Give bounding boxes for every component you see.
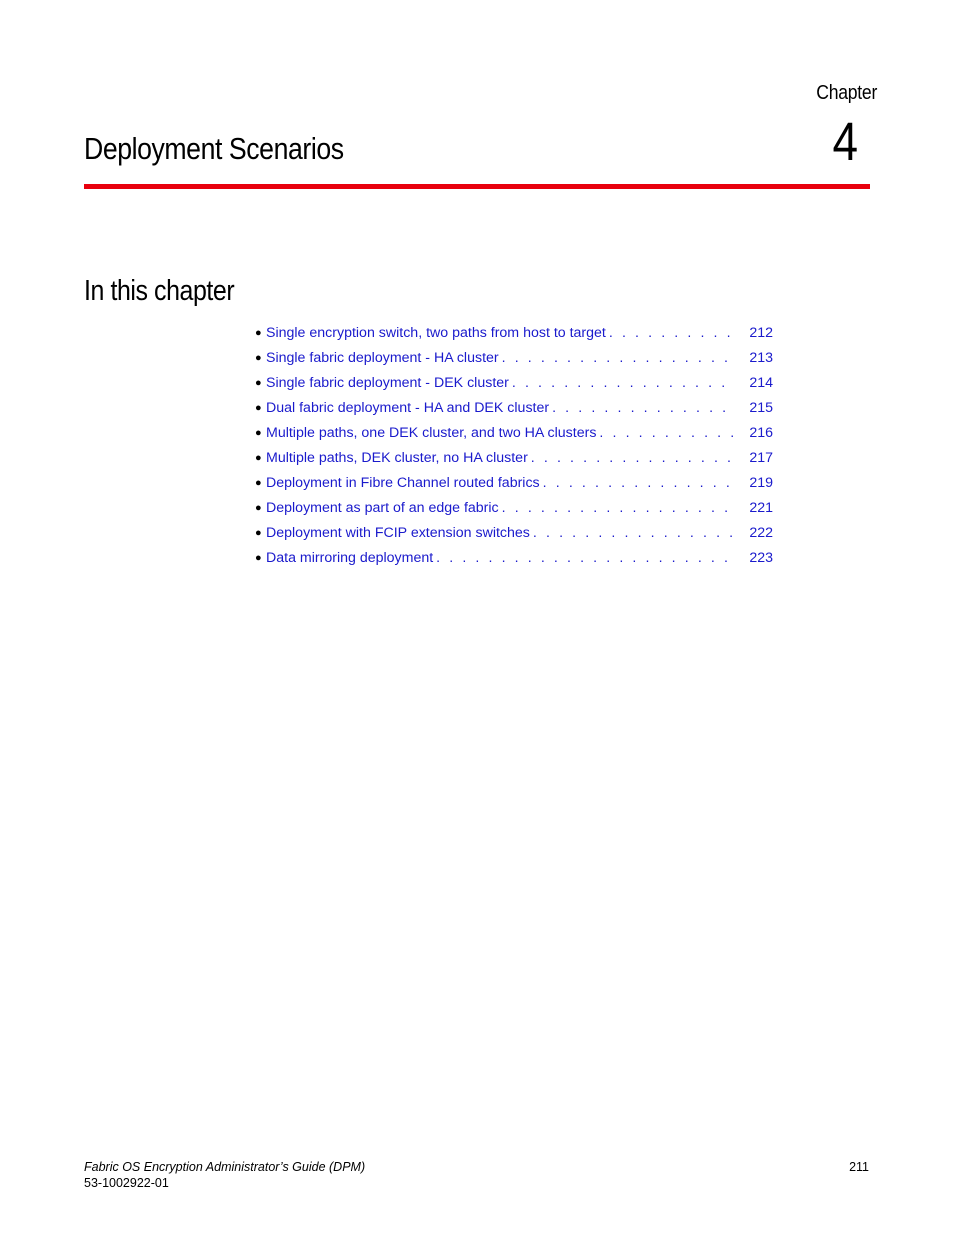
- bullet-icon: ●: [255, 376, 262, 389]
- toc-entry-text[interactable]: Data mirroring deployment: [266, 549, 434, 566]
- toc-page-number[interactable]: 215: [749, 399, 773, 416]
- toc-page-number[interactable]: 223: [749, 549, 773, 566]
- bullet-icon: ●: [255, 351, 262, 364]
- toc-page-number[interactable]: 217: [749, 449, 773, 466]
- chapter-toc: [255, 320, 773, 570]
- toc-entry[interactable]: [255, 495, 773, 520]
- toc-leader-dots: [552, 400, 735, 416]
- bullet-icon: ●: [255, 451, 262, 464]
- toc-leader-dots: [502, 350, 735, 366]
- toc-leader-dots: [512, 375, 735, 391]
- section-title: In this chapter: [84, 275, 235, 307]
- toc-leader-dots: [502, 500, 735, 516]
- toc-page-number[interactable]: 221: [749, 499, 773, 516]
- toc-entry-text[interactable]: Dual fabric deployment - HA and DEK cluster: [266, 399, 550, 416]
- toc-entry-text[interactable]: Single fabric deployment - DEK cluster: [266, 374, 509, 391]
- bullet-icon: ●: [255, 401, 262, 414]
- bullet-icon: ●: [255, 326, 262, 339]
- toc-leader-dots: [531, 450, 735, 466]
- bullet-icon: ●: [255, 501, 262, 514]
- toc-leader-dots: [543, 475, 735, 491]
- toc-page-number[interactable]: 212: [749, 324, 773, 341]
- toc-leader-dots: [436, 550, 735, 566]
- toc-page-number[interactable]: 216: [749, 424, 773, 441]
- toc-page-number[interactable]: 222: [749, 524, 773, 541]
- bullet-icon: ●: [255, 426, 262, 439]
- toc-entry-text[interactable]: Single fabric deployment - HA cluster: [266, 349, 499, 366]
- toc-entry[interactable]: [255, 445, 773, 470]
- toc-entry-text[interactable]: Deployment in Fibre Channel routed fabrics: [266, 474, 540, 491]
- toc-entry-text[interactable]: Multiple paths, one DEK cluster, and two HA clusters: [266, 424, 597, 441]
- toc-entry-text[interactable]: Multiple paths, DEK cluster, no HA cluster: [266, 449, 528, 466]
- footer-page-number: 211: [849, 1160, 869, 1174]
- chapter-number: 4: [832, 112, 858, 172]
- bullet-icon: ●: [255, 551, 262, 564]
- toc-entry[interactable]: [255, 545, 773, 570]
- toc-entry[interactable]: [255, 370, 773, 395]
- footer-doc-title: Fabric OS Encryption Administrator’s Guide (DPM): [84, 1160, 366, 1174]
- toc-entry[interactable]: [255, 520, 773, 545]
- chapter-label: Chapter: [816, 82, 877, 104]
- bullet-icon: ●: [255, 476, 262, 489]
- chapter-title: Deployment Scenarios: [84, 131, 344, 166]
- toc-leader-dots: [609, 325, 735, 341]
- toc-page-number[interactable]: 214: [749, 374, 773, 391]
- toc-page-number[interactable]: 219: [749, 474, 773, 491]
- footer-doc-info: [84, 1159, 365, 1191]
- toc-page-number[interactable]: 213: [749, 349, 773, 366]
- bullet-icon: ●: [255, 526, 262, 539]
- toc-entry-text[interactable]: Deployment as part of an edge fabric: [266, 499, 499, 516]
- toc-leader-dots: [599, 425, 735, 441]
- toc-entry[interactable]: [255, 470, 773, 495]
- footer-doc-number: 53-1002922-01: [84, 1176, 169, 1190]
- toc-entry[interactable]: [255, 345, 773, 370]
- toc-entry-text[interactable]: Deployment with FCIP extension switches: [266, 524, 530, 541]
- toc-entry-text[interactable]: Single encryption switch, two paths from host to target: [266, 324, 606, 341]
- toc-entry[interactable]: [255, 420, 773, 445]
- toc-entry[interactable]: [255, 395, 773, 420]
- toc-entry[interactable]: [255, 320, 773, 345]
- chapter-divider: [84, 184, 870, 189]
- toc-leader-dots: [533, 525, 735, 541]
